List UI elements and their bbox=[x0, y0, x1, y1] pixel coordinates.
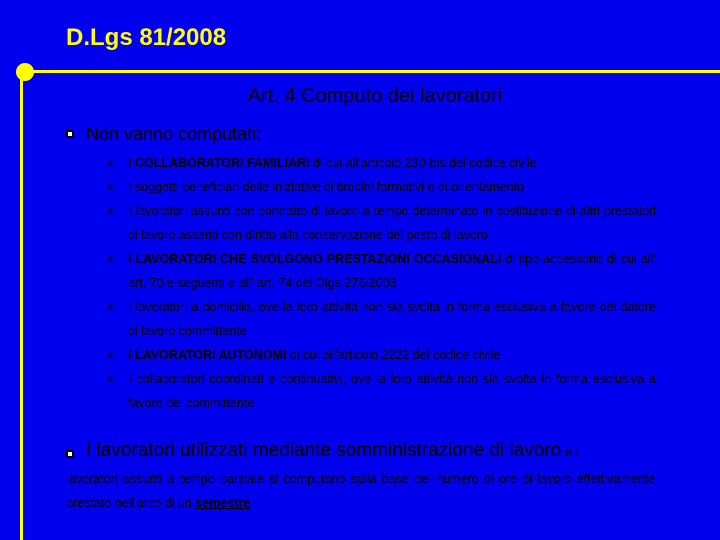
list-item bbox=[106, 199, 656, 247]
section2-lead-tail: e i bbox=[561, 444, 579, 459]
section2-lead-text: I lavoratori utilizzati mediante somministrazione di lavoro bbox=[86, 440, 562, 461]
square-bullet-icon bbox=[66, 450, 74, 458]
left-divider bbox=[20, 73, 23, 540]
square-bullet-icon bbox=[66, 130, 74, 138]
arrow-bullet-icon: ➢ bbox=[106, 203, 117, 218]
item-emphasis: I LAVORATORI CHE SVOLGONO PRESTAZIONI OCCASIONALI bbox=[128, 252, 502, 266]
section2-paragraph-text: lavoratori assunti a tempo parziale si computano sulla base del numero di ore di lavoro effettivamente prestato nell’arco di un bbox=[66, 472, 655, 510]
corner-dot-icon bbox=[16, 63, 34, 81]
section2-emphasis: semestre bbox=[195, 496, 251, 510]
exclusion-list bbox=[106, 151, 656, 415]
item-text: I lavoratori assunti con contratto di lavoro a tempo determinato in sostituzione di altri prestatori di lavoro assenti con diritto alla conservazione del posto di lavoro bbox=[128, 204, 656, 242]
item-text: di cui all’articolo 230-bis del codice civile bbox=[309, 156, 537, 170]
arrow-bullet-icon: ➢ bbox=[106, 155, 117, 170]
slide-title: D.Lgs 81/2008 bbox=[66, 24, 227, 51]
list-item bbox=[106, 175, 656, 199]
arrow-bullet-icon: ➢ bbox=[106, 371, 117, 386]
item-text: di cui all’articolo 2222 del codice civile bbox=[286, 348, 501, 362]
section1-lead: Non vanno computati: bbox=[86, 124, 262, 144]
item-text: I lavoratori a domicilio, ove la loro attività non sia svolta in forma esclusiva a favore del datore di lavoro committente bbox=[128, 300, 656, 338]
list-item bbox=[106, 367, 656, 415]
list-item bbox=[106, 343, 656, 367]
list-item bbox=[106, 151, 656, 175]
section2-lead bbox=[86, 440, 579, 462]
title-divider bbox=[26, 70, 720, 73]
slide-subtitle: Art. 4 Computo dei lavoratori bbox=[247, 85, 503, 107]
item-text: di tipo accessorio di cui all’ art. 70 e seguenti e all’ art. 74 del Dlgs 276/2003 bbox=[128, 252, 656, 290]
item-emphasis: I COLLABORATORI FAMILIARI bbox=[128, 156, 310, 170]
arrow-bullet-icon: ➢ bbox=[106, 299, 117, 314]
list-item bbox=[106, 295, 656, 343]
item-emphasis: I LAVORATORI AUTONOMI bbox=[128, 348, 287, 362]
section2-paragraph bbox=[66, 467, 655, 515]
list-item bbox=[106, 247, 656, 295]
item-text: I soggetti beneficiari delle iniziative di tirocini formativi e di orientamento bbox=[128, 180, 525, 194]
arrow-bullet-icon: ➢ bbox=[106, 179, 117, 194]
arrow-bullet-icon: ➢ bbox=[106, 347, 117, 362]
arrow-bullet-icon: ➢ bbox=[106, 251, 117, 266]
item-text: I collaboratori coordinati e continuativi, ove la loro attività non sia svolta in forma esclusiva a favore del committente bbox=[128, 372, 656, 410]
